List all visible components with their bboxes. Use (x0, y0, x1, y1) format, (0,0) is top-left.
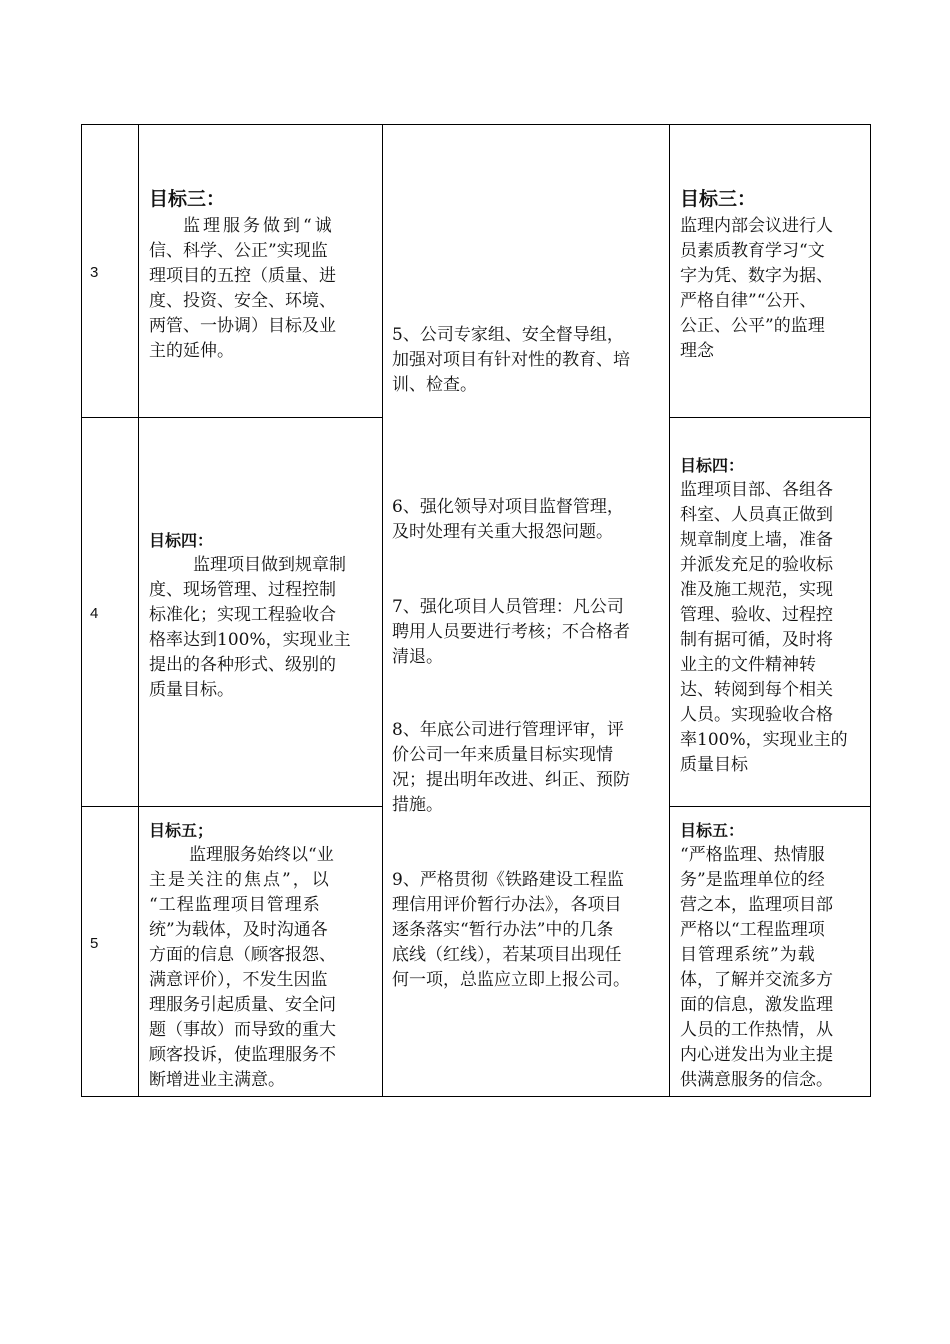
measure-line: 措施。 (392, 795, 443, 815)
measure-line: 8、年底公司进行管理评审，评 (392, 720, 624, 740)
result-line: 供满意服务的信念。 (680, 1070, 833, 1090)
col-divider-2 (382, 124, 383, 1097)
measure-line: 理信用评价暂行办法》，各项目 (392, 895, 622, 915)
result-title: 目标五： (680, 821, 745, 840)
goal-line: 主的延伸。 (149, 341, 234, 361)
col-divider-1 (138, 124, 139, 1097)
measure-line: 及时处理有关重大报怨问题。 (392, 522, 613, 542)
goal-line: 标准化；实现工程验收合 (149, 605, 336, 625)
goal-line: 格率达到100%，实现业主 (149, 630, 351, 650)
row-number: 4 (90, 605, 99, 622)
result-line: 监理内部会议进行人 (680, 216, 833, 236)
row-number: 3 (90, 264, 99, 281)
result-line: 员素质教育学习“文 (680, 241, 825, 261)
result-line: 率100%，实现业主的 (680, 730, 848, 750)
result-line: 质量目标 (680, 755, 748, 775)
result-line: 人员。实现验收合格 (680, 705, 833, 725)
measure-line: 9、严格贯彻《铁路建设工程监 (392, 870, 624, 890)
goal-line: 监理服务始终以“业 (189, 845, 334, 865)
result-line: 制有据可循，及时将 (680, 630, 833, 650)
goal-line: 满意评价），不发生因监 (149, 970, 328, 990)
result-line: 严格自律”“公开、 (680, 291, 817, 311)
measure-line: 底线（红线），若某项目出现任 (392, 945, 622, 965)
measure-line: 7、强化项目人员管理：凡公司 (392, 597, 624, 617)
goal-line: 度、现场管理、过程控制 (149, 580, 336, 600)
measure-line: 聘用人员要进行考核；不合格者 (392, 622, 630, 642)
measure-item (392, 495, 666, 545)
col-divider-3 (669, 124, 670, 1097)
measure-item (392, 595, 666, 670)
result-line: 营之本，监理项目部 (680, 895, 833, 915)
result-cell (680, 818, 866, 1093)
goal-line: 统”为载体，及时沟通各 (149, 920, 328, 940)
result-line: 人员的工作热情，从 (680, 1020, 833, 1040)
result-line: 业主的文件精神转 (680, 655, 816, 675)
goal-line: 两管、一协调）目标及业 (149, 316, 336, 336)
result-line: 公正、公平”的监理 (680, 316, 825, 336)
result-title: 目标三： (680, 188, 757, 210)
goal-title: 目标五； (149, 821, 214, 840)
result-cell (680, 184, 866, 364)
result-line: 务”是监理单位的经 (680, 870, 825, 890)
goal-cell (149, 818, 377, 1093)
result-line: 管理、验收、过程控 (680, 605, 833, 625)
result-line: 理念 (680, 341, 714, 361)
table-left-border (81, 124, 82, 1097)
goal-line: 信、科学、公正”实现监 (149, 241, 328, 261)
goal-title: 目标三： (149, 188, 226, 210)
row-divider-right-2 (670, 806, 871, 807)
measure-item (392, 868, 666, 993)
row-divider-left-2 (81, 806, 383, 807)
goal-title: 目标四： (149, 531, 214, 550)
measure-line: 加强对项目有针对性的教育、培 (392, 350, 630, 370)
measure-line: 何一项，总监应立即上报公司。 (392, 970, 630, 990)
goal-cell (149, 528, 377, 703)
result-line: 字为凭、数字为据、 (680, 266, 833, 286)
goal-line: 理服务引起质量、安全问 (149, 995, 336, 1015)
result-cell (680, 453, 866, 778)
measure-line: 5、公司专家组、安全督导组， (392, 325, 624, 345)
result-line: 严格以“工程监理项 (680, 920, 825, 940)
goal-line: 方面的信息（顾客报怨、 (149, 945, 336, 965)
result-line: 达、转阅到每个相关 (680, 680, 833, 700)
row-number: 5 (90, 935, 99, 952)
measure-line: 6、强化领导对项目监督管理， (392, 497, 624, 517)
row-divider-right-1 (670, 417, 871, 418)
result-line: 面的信息，激发监理 (680, 995, 833, 1015)
result-line: 监理项目部、各组各 (680, 480, 833, 500)
result-line: 目管理系统”为载 (680, 945, 816, 965)
goal-cell (149, 184, 377, 364)
result-line: 准及施工规范，实现 (680, 580, 833, 600)
goal-line: 顾客投诉，使监理服务不 (149, 1045, 336, 1065)
row-divider-left-1 (81, 417, 383, 418)
result-line: 科室、人员真正做到 (680, 505, 833, 525)
goal-line: 监理项目做到规章制 (193, 555, 346, 575)
measure-item (392, 718, 666, 818)
result-line: 并派发充足的验收标 (680, 555, 833, 575)
goal-line: 理项目的五控（质量、进 (149, 266, 336, 286)
goal-line: 度、投资、安全、环境、 (149, 291, 336, 311)
goal-line: 断增进业主满意。 (149, 1070, 285, 1090)
result-line: 体，了解并交流多方 (680, 970, 833, 990)
goal-line: 质量目标。 (149, 680, 234, 700)
table-right-border (870, 124, 871, 1097)
goal-line: “工程监理项目管理系 (149, 895, 321, 915)
measure-line: 况；提出明年改进、纠正、预防 (392, 770, 630, 790)
result-line: 内心迸发出为业主提 (680, 1045, 833, 1065)
measure-line: 训、检查。 (392, 375, 477, 395)
table-top-border (81, 124, 871, 125)
result-title: 目标四： (680, 456, 745, 475)
goal-line: 提出的各种形式、级别的 (149, 655, 336, 675)
result-line: “严格监理、热情服 (680, 845, 825, 865)
measure-line: 清退。 (392, 647, 443, 667)
measure-item (392, 323, 666, 398)
goal-line: 监理服务做到“诚 (183, 216, 335, 236)
goal-line: 主是关注的焦点”，以 (149, 870, 331, 890)
measure-line: 逐条落实“暂行办法”中的几条 (392, 920, 614, 940)
table-bottom-border (81, 1096, 871, 1097)
goal-line: 题（事故）而导致的重大 (149, 1020, 336, 1040)
measure-line: 价公司一年来质量目标实现情 (392, 745, 613, 765)
result-line: 规章制度上墙，准备 (680, 530, 833, 550)
